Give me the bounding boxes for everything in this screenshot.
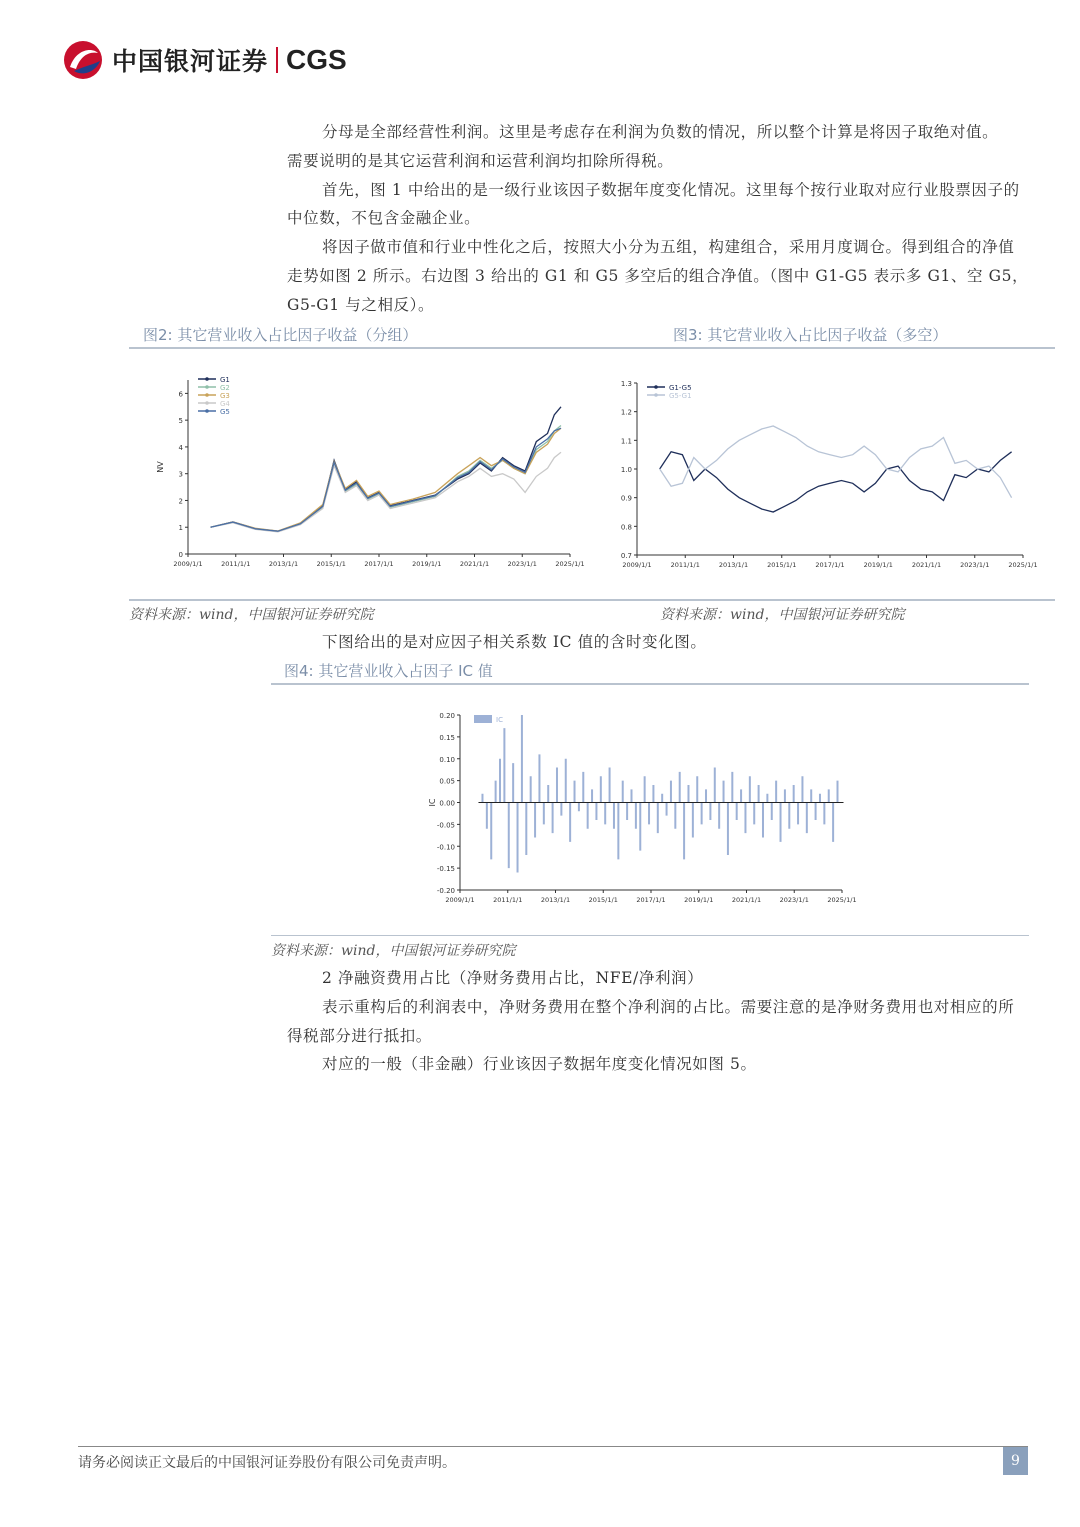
ic-bar: [670, 781, 672, 803]
y-tick-label: 0.10: [439, 755, 455, 764]
x-tick-label: 2013/1/1: [718, 561, 749, 569]
page-number: 9: [1003, 1447, 1028, 1475]
ic-bar: [766, 794, 768, 803]
ic-bar: [517, 803, 519, 873]
figure-top-rule: [129, 347, 1055, 349]
legend-label: G1: [220, 376, 230, 384]
x-tick-label: 2023/1/1: [507, 560, 537, 568]
ic-bar: [560, 803, 562, 816]
y-tick-label: 0.9: [620, 494, 632, 503]
ic-bar: [613, 803, 615, 829]
x-tick-label: 2017/1/1: [364, 560, 394, 568]
ic-bar: [609, 768, 611, 803]
cgs-logo-icon: [62, 39, 104, 81]
ic-bar: [771, 803, 773, 821]
ic-bar: [486, 803, 488, 829]
ic-bar: [490, 803, 492, 860]
y-tick-label: 4: [178, 443, 183, 452]
legend-marker: [205, 401, 209, 405]
x-tick-label: 2017/1/1: [636, 896, 666, 904]
legend-marker: [205, 377, 209, 381]
x-tick-label: 2021/1/1: [731, 896, 762, 904]
ic-bar: [696, 776, 698, 802]
x-tick-label: 2021/1/1: [459, 560, 490, 568]
y-tick-label: -0.15: [436, 865, 455, 874]
y-tick-label: 6: [178, 390, 183, 399]
ic-bar: [622, 781, 624, 803]
ic-bar: [727, 803, 729, 856]
y-tick-label: 0.20: [439, 712, 455, 720]
y-tick-label: 0.00: [439, 799, 455, 808]
ic-bar: [499, 759, 501, 803]
x-tick-label: 2025/1/1: [555, 560, 585, 568]
ic-bar: [600, 776, 602, 802]
figure-4-title: 图4: 其它营业收入占因子 IC 值: [284, 662, 493, 680]
ic-bar: [521, 715, 523, 803]
ic-bar: [578, 803, 580, 812]
paragraph: 对应的一般（非金融）行业该因子数据年度变化情况如图 5。: [322, 1055, 757, 1074]
legend-marker: [205, 393, 209, 397]
ic-bar: [744, 803, 746, 834]
x-tick-label: 2013/1/1: [540, 896, 571, 904]
x-tick-label: 2009/1/1: [445, 896, 475, 904]
ic-bar: [635, 803, 637, 829]
figure-4-top-rule: [271, 683, 1029, 685]
ic-bar: [784, 789, 786, 802]
y-tick-label: -0.20: [436, 887, 455, 895]
ic-bar: [525, 803, 527, 856]
ic-bar: [793, 785, 795, 803]
ic-bar: [657, 803, 659, 834]
y-tick-label: 2: [178, 497, 183, 506]
body-text-top: [287, 118, 1029, 320]
y-tick-label: 0: [178, 551, 183, 559]
ic-bar: [762, 803, 764, 838]
brand-name-en: CGS: [286, 44, 347, 75]
ic-bar: [552, 803, 554, 834]
ic-bar: [815, 803, 817, 821]
figure-2-source: 资料来源：wind，中国银河证券研究院: [129, 607, 374, 623]
y-tick-label: 1.0: [620, 466, 632, 474]
ic-bar: [512, 763, 514, 802]
legend-label: G2: [220, 384, 230, 392]
x-tick-label: 2021/1/1: [911, 561, 942, 569]
legend-label: G1-G5: [669, 384, 692, 392]
y-axis-label: IC: [428, 798, 437, 807]
ic-bar: [687, 785, 689, 803]
figure-bottom-rule: [129, 599, 1055, 601]
brand-name-cn: 中国银河证券: [112, 47, 269, 76]
ic-bar: [806, 803, 808, 834]
ic-bar: [648, 803, 650, 825]
ic-bar: [626, 803, 628, 821]
ic-bar: [819, 794, 821, 803]
y-tick-label: 0.15: [439, 733, 455, 742]
paragraph: 2 净融资费用占比（净财务费用占比，NFE/净利润）: [322, 969, 704, 987]
ic-bar: [837, 781, 839, 803]
ic-bar: [714, 768, 716, 803]
x-tick-label: 2009/1/1: [173, 560, 203, 568]
ic-bar: [604, 803, 606, 825]
ic-bar: [775, 781, 777, 803]
ic-bar: [736, 803, 738, 821]
figure-2-title: 图2: 其它营业收入占比因子收益（分组）: [143, 326, 418, 344]
series-line-g2: [211, 426, 562, 532]
ic-bar: [683, 803, 685, 860]
series-line-g3: [211, 428, 562, 531]
legend-label: G5: [220, 408, 230, 416]
legend-label: G3: [220, 392, 230, 400]
series-line-g5-g1: [660, 426, 1012, 498]
figure-4-source: 资料来源：wind，中国银河证券研究院: [271, 943, 516, 959]
x-tick-label: 2011/1/1: [221, 560, 251, 568]
ic-bar: [705, 789, 707, 802]
ic-bar: [481, 794, 483, 803]
legend-marker: [654, 393, 658, 397]
ic-bar: [788, 803, 790, 829]
y-tick-label: 0.7: [620, 552, 632, 560]
ic-bar: [617, 803, 619, 860]
y-tick-label: -0.10: [436, 843, 455, 852]
ic-bar: [630, 789, 632, 802]
x-tick-label: 2019/1/1: [412, 560, 442, 568]
y-tick-label: 1.3: [620, 380, 632, 388]
ic-bar: [731, 772, 733, 803]
paragraph: 首先，图 1 中给出的是一级行业该因子数据年度变化情况。这里每个按行业取对应行业股票因子的中位数，不包含金融企业。: [287, 180, 1020, 228]
y-tick-label: 0.8: [620, 523, 632, 532]
ic-bar: [574, 781, 576, 803]
series-line-g5: [211, 428, 562, 531]
ic-bar: [639, 803, 641, 851]
ic-bar: [823, 803, 825, 825]
x-tick-label: 2019/1/1: [863, 561, 893, 569]
ic-bar: [801, 776, 803, 802]
ic-bar: [679, 772, 681, 803]
ic-bar: [692, 803, 694, 838]
x-tick-label: 2017/1/1: [815, 561, 845, 569]
chart-group-returns: [156, 370, 585, 575]
ic-bar: [547, 785, 549, 803]
header: [62, 38, 347, 82]
x-tick-label: 2025/1/1: [827, 896, 857, 904]
ic-bar: [565, 759, 567, 803]
y-tick-label: 1: [178, 524, 183, 533]
x-tick-label: 2011/1/1: [670, 561, 700, 569]
x-tick-label: 2011/1/1: [493, 896, 523, 904]
x-tick-label: 2023/1/1: [779, 896, 809, 904]
legend-marker: [654, 385, 658, 389]
footer-disclaimer: 请务必阅读正文最后的中国银河证券股份有限公司免责声明。: [78, 1455, 456, 1471]
legend-label: G5-G1: [669, 392, 692, 400]
x-tick-label: 2025/1/1: [1008, 561, 1038, 569]
ic-bar: [810, 789, 812, 802]
chart-1-svg: [156, 370, 585, 575]
chart-3-svg: [420, 705, 860, 915]
y-tick-label: 5: [178, 417, 183, 426]
figure-3-source: 资料来源：wind，中国银河证券研究院: [660, 607, 905, 623]
ic-bar: [508, 803, 510, 869]
ic-bar: [797, 803, 799, 825]
paragraph: 表示重构后的利润表中，净财务费用在整个净利润的占比。需要注意的是净财务费用也对相应的所得税部分进行抵扣。: [287, 997, 1015, 1045]
ic-bar: [661, 794, 663, 803]
paragraph: 分母是全部经营性利润。这里是考虑存在利润为负数的情况，所以整个计算是将因子取绝对值。: [322, 123, 999, 141]
y-tick-label: -0.05: [436, 821, 455, 830]
ic-bar: [644, 776, 646, 802]
series-line-g1-g5: [660, 452, 1012, 512]
paragraph: 将因子做市值和行业中性化之后，按照大小分为五组，构建组合，采用月度调仓。得到组合的净值走势如图 2 所示。右边图 3 给出的 G1 和 G5 多空后的组合净值。（图中 G1-G5 表示多 G1、空 G5，G5-G1 与之相反）。: [287, 238, 1029, 314]
legend-swatch: [474, 715, 492, 723]
chart-long-short: [605, 375, 1038, 575]
x-tick-label: 2009/1/1: [622, 561, 652, 569]
ic-bar: [569, 803, 571, 842]
ic-bar: [780, 803, 782, 842]
legend-label: IC: [496, 716, 503, 724]
ic-bar: [543, 803, 545, 825]
ic-bar: [753, 803, 755, 825]
paragraph: 下图给出的是对应因子相关系数 IC 值的含时变化图。: [322, 633, 707, 651]
ic-bar: [587, 803, 589, 829]
ic-bar: [674, 803, 676, 829]
ic-bar: [595, 803, 597, 821]
y-axis-label: NV: [156, 461, 165, 473]
x-tick-label: 2015/1/1: [316, 560, 346, 568]
ic-bar: [832, 803, 834, 842]
ic-bar: [723, 781, 725, 803]
legend-marker: [205, 385, 209, 389]
series-line-g1: [211, 407, 562, 531]
x-tick-label: 2015/1/1: [588, 896, 618, 904]
ic-bar: [534, 803, 536, 838]
ic-bar: [591, 789, 593, 802]
ic-bar: [828, 789, 830, 802]
ic-bar: [530, 776, 532, 802]
ic-bar: [749, 776, 751, 802]
x-tick-label: 2023/1/1: [960, 561, 990, 569]
ic-bar: [495, 781, 497, 803]
ic-bar: [538, 754, 540, 802]
ic-bar: [666, 803, 668, 816]
ic-bar: [701, 803, 703, 825]
figure-3-title: 图3: 其它营业收入占比因子收益（多空）: [673, 326, 948, 344]
body-text-bottom: [287, 964, 1029, 1079]
x-tick-label: 2019/1/1: [684, 896, 714, 904]
y-tick-label: 3: [178, 470, 183, 479]
ic-bar: [709, 803, 711, 821]
legend-label: G4: [220, 400, 230, 408]
ic-bar: [582, 772, 584, 803]
y-tick-label: 1.2: [620, 408, 632, 417]
ic-bar: [740, 789, 742, 802]
x-tick-label: 2015/1/1: [767, 561, 797, 569]
footer-rule: [78, 1446, 1028, 1447]
y-tick-label: 0.05: [439, 777, 455, 786]
brand-separator: [276, 47, 278, 73]
legend-marker: [205, 409, 209, 413]
ic-bar: [503, 728, 505, 802]
figure-4-bottom-rule: [271, 935, 1029, 936]
y-tick-label: 1.1: [620, 437, 632, 446]
ic-bar: [758, 785, 760, 803]
body-text-mid: [287, 628, 1029, 657]
paragraph: 需要说明的是其它运营利润和运营利润均扣除所得税。: [287, 151, 674, 170]
ic-bar: [718, 803, 720, 829]
chart-2-svg: [605, 375, 1038, 575]
ic-bar: [556, 768, 558, 803]
ic-bar: [652, 785, 654, 803]
x-tick-label: 2013/1/1: [268, 560, 299, 568]
chart-ic: [420, 705, 860, 915]
